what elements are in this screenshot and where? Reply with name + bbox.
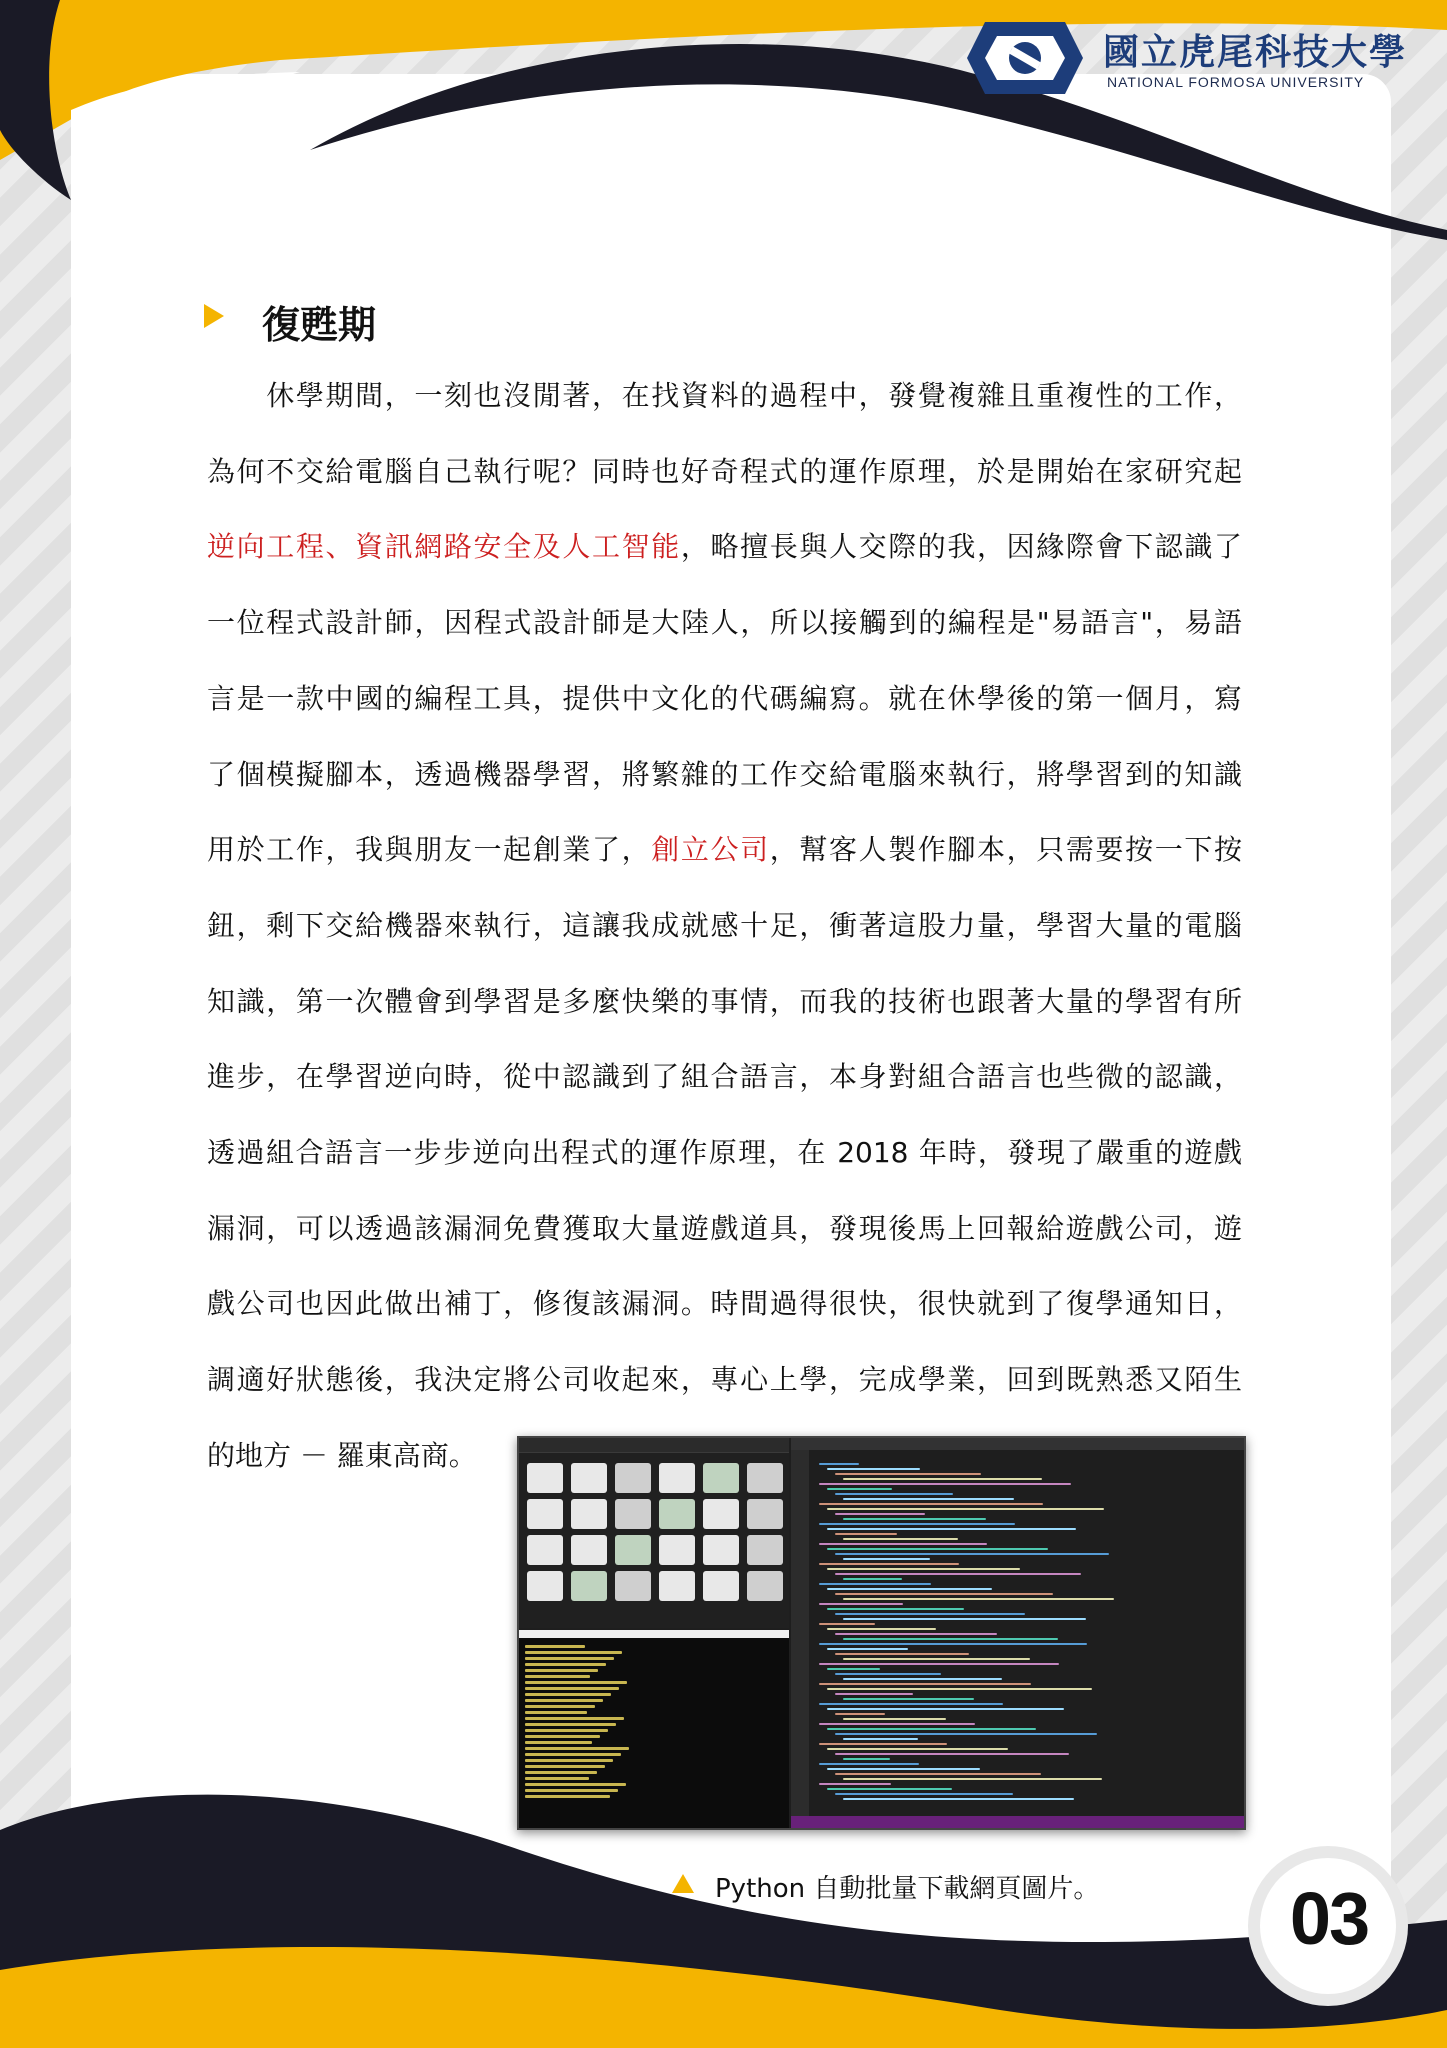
code-line xyxy=(835,1753,1069,1755)
code-line xyxy=(819,1463,859,1465)
code-line xyxy=(843,1778,1102,1780)
code-line xyxy=(819,1703,1003,1705)
console-line xyxy=(525,1717,624,1720)
body-text-segment: 為何不交給電腦自己執行呢？同時也好奇程式的運作原理，於是開始在家研究起 xyxy=(207,454,1242,488)
university-name-zh: 國立虎尾科技大學 xyxy=(1103,31,1408,73)
image-thumbnail xyxy=(527,1463,563,1493)
code-line xyxy=(827,1588,992,1590)
code-line xyxy=(835,1773,1041,1775)
code-line xyxy=(835,1473,981,1475)
console-line xyxy=(525,1741,592,1744)
page-number: 03 xyxy=(1289,1877,1369,1960)
image-thumbnail xyxy=(527,1535,563,1565)
figure-screenshot xyxy=(517,1436,1246,1830)
console-line xyxy=(525,1705,595,1708)
image-thumbnail xyxy=(571,1535,607,1565)
image-thumbnail xyxy=(615,1463,651,1493)
highlighted-text: 逆向工程、資訊網路安全及人工智能 xyxy=(207,530,681,564)
image-thumbnail xyxy=(703,1499,739,1529)
body-line xyxy=(207,1436,477,1476)
code-line xyxy=(827,1548,1048,1550)
body-line xyxy=(207,982,1242,1022)
code-line xyxy=(819,1643,1087,1645)
image-thumbnail xyxy=(659,1571,695,1601)
console-line xyxy=(525,1771,597,1774)
image-thumbnail xyxy=(571,1571,607,1601)
image-thumbnail xyxy=(571,1499,607,1529)
image-thumbnail xyxy=(615,1535,651,1565)
highlighted-text: 創立公司 xyxy=(651,833,770,867)
body-text-segment: 進步，在學習逆向時，從中認識到了組合語言，本身對組合語言也些微的認識， xyxy=(207,1060,1242,1094)
explorer-toolbar xyxy=(519,1438,789,1453)
code-line xyxy=(843,1638,1058,1640)
code-line xyxy=(843,1798,1074,1800)
editor-statusbar xyxy=(791,1816,1244,1828)
code-line xyxy=(819,1743,947,1745)
body-text-segment: 用於工作，我與朋友一起創業了， xyxy=(207,833,652,867)
code-line xyxy=(827,1468,920,1470)
code-line xyxy=(827,1748,1008,1750)
code-line xyxy=(827,1708,1064,1710)
console-line xyxy=(525,1675,590,1678)
image-thumbnail xyxy=(615,1499,651,1529)
image-thumbnail xyxy=(703,1571,739,1601)
console-line xyxy=(525,1789,618,1792)
code-line xyxy=(819,1503,1043,1505)
code-line xyxy=(827,1608,964,1610)
code-line xyxy=(827,1728,1036,1730)
console-line xyxy=(525,1795,610,1798)
body-line xyxy=(207,679,1242,719)
code-line xyxy=(843,1518,986,1520)
section-marker-icon xyxy=(204,304,224,328)
body-line xyxy=(207,755,1242,795)
code-line xyxy=(819,1483,1071,1485)
console-line xyxy=(525,1663,606,1666)
editor-activity-bar xyxy=(791,1450,809,1816)
code-line xyxy=(843,1478,1042,1480)
code-line xyxy=(827,1528,1076,1530)
body-text-segment: 漏洞，可以透過該漏洞免費獲取大量遊戲道具，發現後馬上回報給遊戲公司，遊 xyxy=(207,1211,1242,1245)
code-line xyxy=(819,1683,1031,1685)
image-thumbnail xyxy=(659,1535,695,1565)
body-line xyxy=(207,906,1242,946)
code-line xyxy=(827,1488,892,1490)
code-line xyxy=(819,1763,919,1765)
code-line xyxy=(835,1793,1013,1795)
code-line xyxy=(835,1533,897,1535)
code-line xyxy=(827,1628,936,1630)
code-line xyxy=(827,1508,1104,1510)
code-line xyxy=(835,1513,925,1515)
console-line xyxy=(525,1657,614,1660)
body-text-segment: 調適好狀態後，我決定將公司收起來，專心上學，完成學業，回到既熟悉又陌生 xyxy=(207,1363,1242,1397)
code-line xyxy=(819,1563,959,1565)
university-logo xyxy=(965,18,1415,100)
image-thumbnail xyxy=(571,1463,607,1493)
code-line xyxy=(835,1733,1097,1735)
image-thumbnail xyxy=(747,1571,783,1601)
code-line xyxy=(827,1688,1092,1690)
code-line xyxy=(819,1523,1015,1525)
code-line xyxy=(835,1693,913,1695)
body-text-segment: 鈕，剩下交給機器來執行，這讓我成就感十足，衝著這股力量，學習大量的電腦 xyxy=(207,908,1242,942)
code-line xyxy=(827,1648,908,1650)
body-text-segment: 了個模擬腳本，透過機器學習，將繁雜的工作交給電腦來執行，將學習到的知識 xyxy=(207,757,1242,791)
code-line xyxy=(819,1623,875,1625)
body-text-segment: ，略擅長與人交際的我，因緣際會下認識了 xyxy=(680,530,1242,564)
code-line xyxy=(819,1783,891,1785)
console-line xyxy=(525,1747,629,1750)
code-line xyxy=(843,1498,1014,1500)
console-line xyxy=(525,1645,585,1648)
code-line xyxy=(843,1698,974,1700)
console-line xyxy=(525,1669,598,1672)
code-line xyxy=(827,1768,980,1770)
image-thumbnail xyxy=(747,1499,783,1529)
body-text-segment: 的地方 － 羅東高商。 xyxy=(207,1438,477,1472)
code-line xyxy=(843,1738,918,1740)
image-thumbnail xyxy=(703,1463,739,1493)
console-line xyxy=(525,1729,608,1732)
code-line xyxy=(835,1573,1081,1575)
console-output xyxy=(519,1638,789,1805)
code-line xyxy=(827,1788,952,1790)
body-line xyxy=(207,1284,1242,1324)
body-line xyxy=(207,452,1242,492)
console-line xyxy=(525,1759,613,1762)
code-line xyxy=(835,1613,1025,1615)
body-text-segment: ，幫客人製作腳本，只需要按一下按 xyxy=(769,833,1242,867)
body-line xyxy=(207,1209,1242,1249)
image-thumbnail xyxy=(527,1499,563,1529)
console-line xyxy=(525,1735,600,1738)
code-line xyxy=(819,1603,903,1605)
image-thumbnail xyxy=(747,1535,783,1565)
console-line xyxy=(525,1753,621,1756)
section-title: 復甦期 xyxy=(262,303,377,347)
console-line xyxy=(525,1651,622,1654)
body-line xyxy=(207,1057,1242,1097)
console-line xyxy=(525,1687,619,1690)
editor-titlebar xyxy=(791,1438,1244,1450)
code-line xyxy=(835,1553,1109,1555)
image-thumbnail xyxy=(659,1463,695,1493)
code-line xyxy=(819,1663,1059,1665)
body-text-segment: 戲公司也因此做出補丁，修復該漏洞。時間過得很快，很快就到了復學通知日， xyxy=(207,1287,1242,1321)
code-line xyxy=(843,1618,1086,1620)
body-text-segment: 知識，第一次體會到學習是多麼快樂的事情，而我的技術也跟著大量的學習有所 xyxy=(207,984,1242,1018)
console-line xyxy=(525,1723,616,1726)
code-line xyxy=(835,1593,1053,1595)
code-editor-window xyxy=(791,1438,1244,1828)
file-explorer-window xyxy=(519,1438,789,1628)
body-line xyxy=(207,603,1242,643)
code-line xyxy=(835,1713,885,1715)
body-text-segment: 一位程式設計師，因程式設計師是大陸人，所以接觸到的編程是"易語言"，易語 xyxy=(207,606,1242,640)
body-line xyxy=(207,1360,1242,1400)
code-line xyxy=(843,1538,958,1540)
body-line xyxy=(207,376,1242,416)
university-name-en: NATIONAL FORMOSA UNIVERSITY xyxy=(1107,74,1365,90)
console-line xyxy=(525,1765,605,1768)
console-line xyxy=(525,1777,589,1780)
image-thumbnail xyxy=(615,1571,651,1601)
figure-caption: Python 自動批量下載網頁圖片。 xyxy=(715,1874,1100,1904)
image-thumbnail xyxy=(747,1463,783,1493)
code-line xyxy=(835,1493,953,1495)
code-line xyxy=(843,1598,1114,1600)
console-line xyxy=(525,1711,587,1714)
image-thumbnail xyxy=(659,1499,695,1529)
code-line xyxy=(843,1758,890,1760)
image-thumbnails xyxy=(519,1453,789,1611)
console-line xyxy=(525,1693,611,1696)
caption-marker-icon xyxy=(672,1874,694,1893)
body-text-segment: 透過組合語言一步步逆向出程式的運作原理，在 2018 年時，發現了嚴重的遊戲 xyxy=(207,1136,1242,1169)
body-text-segment: 休學期間，一刻也沒閒著，在找資料的過程中，發覺複雜且重複性的工作， xyxy=(207,379,1242,412)
code-line xyxy=(843,1718,946,1720)
console-line xyxy=(525,1699,603,1702)
body-line xyxy=(207,1133,1242,1173)
image-thumbnail xyxy=(527,1571,563,1601)
console-line xyxy=(525,1681,627,1684)
code-line xyxy=(827,1668,880,1670)
console-window xyxy=(519,1630,789,1830)
code-line xyxy=(827,1568,1020,1570)
code-line xyxy=(835,1633,997,1635)
console-line xyxy=(525,1783,626,1786)
body-line xyxy=(207,527,1242,567)
code-line xyxy=(843,1658,1030,1660)
code-line xyxy=(835,1653,969,1655)
image-thumbnail xyxy=(703,1535,739,1565)
code-line xyxy=(819,1723,975,1725)
code-line xyxy=(843,1558,930,1560)
body-text-segment: 言是一款中國的編程工具，提供中文化的代碼編寫。就在休學後的第一個月，寫 xyxy=(207,681,1242,715)
code-area xyxy=(819,1460,1234,1803)
code-line xyxy=(843,1678,1002,1680)
body-line xyxy=(207,830,1242,870)
code-line xyxy=(819,1583,931,1585)
logo-emblem-icon xyxy=(965,18,1085,98)
code-line xyxy=(819,1543,987,1545)
code-line xyxy=(843,1578,902,1580)
code-line xyxy=(835,1673,941,1675)
